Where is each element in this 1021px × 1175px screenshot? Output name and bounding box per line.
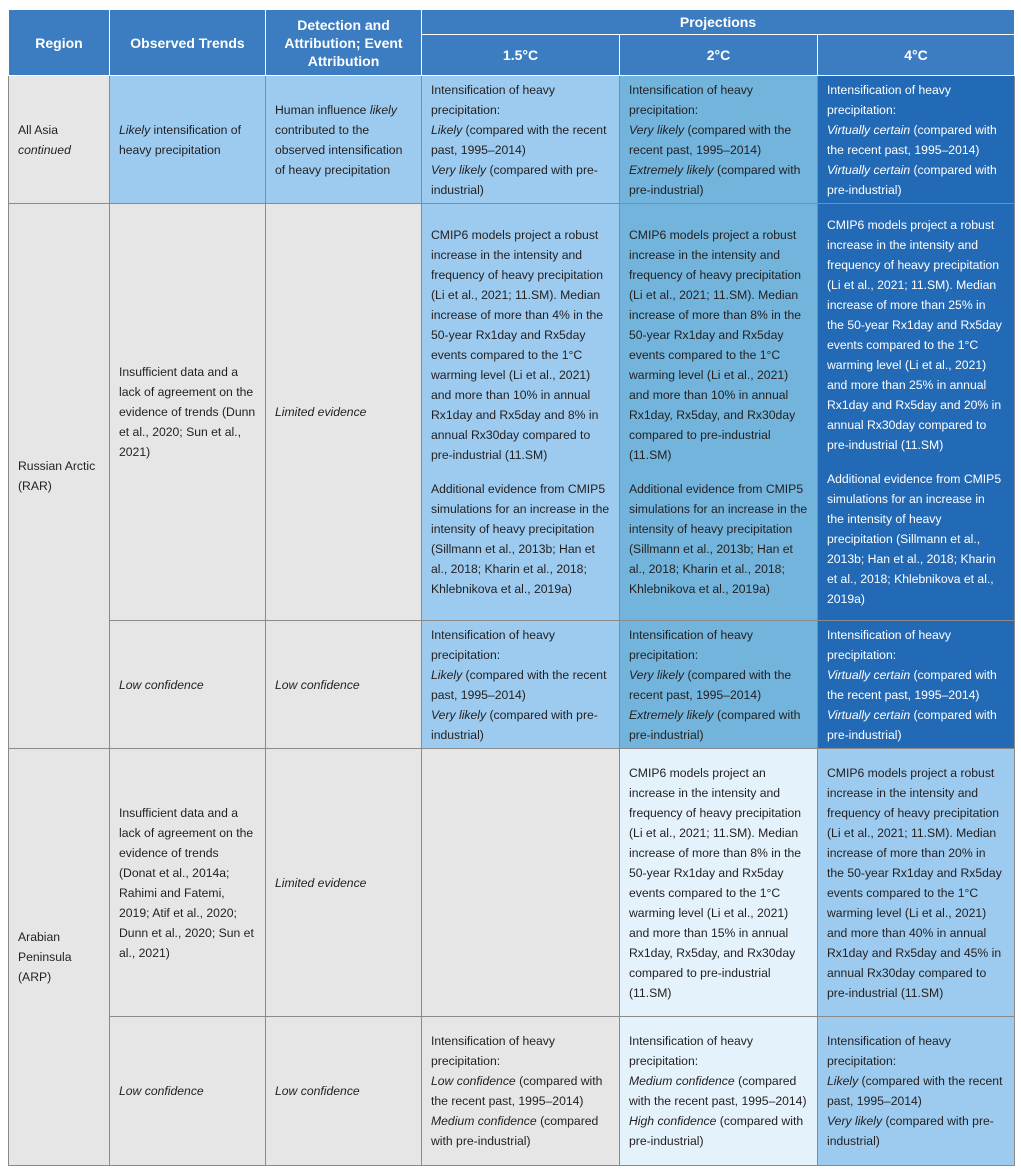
likelihood-qualifier: Extremely likely [629,707,714,722]
projections-table [8,9,1015,1166]
detection-text-a: Human influence [275,102,370,117]
table-row [9,204,1015,621]
likelihood-text: (compared with pre-industrial) [431,707,598,742]
likelihood-qualifier: Virtually certain [827,707,911,722]
projection-heading: Intensification of heavy precipitation: [827,1034,951,1068]
observed-qualifier: Likely [119,122,151,137]
header-region: Region [9,10,110,76]
likelihood-qualifier: Very likely [827,1114,883,1128]
likelihood-qualifier: Low confidence [431,1074,516,1088]
likelihood-qualifier: Virtually certain [827,667,911,682]
likelihood-text: (compared with pre-industrial) [431,162,598,197]
likelihood-text: (compared with the recent past, 1995–2014) [431,667,607,702]
projection-text: Additional evidence from CMIP5 simulations for an increase in the intensity of heavy precipitation (Sillmann et al., 2013b; Han et al., 2018; Kharin et al., 2018; Khlebnikova et al., 2019a) [629,482,808,596]
likelihood-qualifier: Extremely likely [629,162,714,177]
projection-text: Additional evidence from CMIP5 simulations for an increase in the intensity of heavy precipitation (Sillmann et al., 2013b; Han et al., 2018; Kharin et al., 2018; Khlebnikova et al., 2019a) [431,482,610,596]
detection-text-b: contributed to the observed intensification of heavy precipitation [275,122,403,177]
likelihood-qualifier: Very likely [431,162,487,177]
detection-cell: Limited evidence [266,204,422,621]
observed-trends-cell: Low confidence [110,1017,266,1166]
projection-heading: Intensification of heavy precipitation: [431,1034,555,1068]
detection-cell: Limited evidence [266,749,422,1017]
projection-1-5c-cell [422,76,620,204]
projection-4c-cell [818,1017,1015,1166]
observed-trends-cell: Insufficient data and a lack of agreement on the evidence of trends (Dunn et al., 2020; Sun et al., 2021) [110,204,266,621]
detection-qualifier: likely [369,102,397,117]
detection-cell [266,76,422,204]
observed-trends-cell: Insufficient data and a lack of agreement on the evidence of trends (Donat et al., 2014a; Rahimi and Fatemi, 2019; Atif et al., 2020; Dunn et al., 2020; Sun et al., 2021) [110,749,266,1017]
likelihood-text: (compared with the recent past, 1995–2014) [629,122,792,157]
projection-4c-cell [818,204,1015,621]
header-projection-2c: 2°C [620,35,818,76]
projection-heading: Intensification of heavy precipitation: [629,82,753,117]
projection-4c-cell [818,621,1015,749]
projection-heading: Intensification of heavy precipitation: [629,627,753,662]
table-row [9,76,1015,204]
likelihood-qualifier: Likely [431,122,463,137]
table-row [9,749,1015,1017]
likelihood-text: (compared with pre-industrial) [629,707,801,742]
header-observed-trends: Observed Trends [110,10,266,76]
likelihood-text: (compared with pre-industrial) [629,162,801,197]
projection-heading: Intensification of heavy precipitation: [431,627,555,662]
projection-2c-cell [620,1017,818,1166]
projection-heading: Intensification of heavy precipitation: [827,82,951,117]
likelihood-qualifier: Virtually certain [827,122,911,137]
likelihood-text: (compared with the recent past, 1995–2014) [629,667,792,702]
header-projections: Projections [422,10,1015,35]
header-projection-1-5c: 1.5°C [422,35,620,76]
likelihood-text: (compared with pre-industrial) [431,1114,599,1148]
region-cell [9,76,110,204]
table-row [9,621,1015,749]
likelihood-text: (compared with the recent past, 1995–2014) [431,122,607,157]
projection-text: CMIP6 models project a robust increase in the intensity and frequency of heavy precipitation (Li et al., 2021; 11.SM). Median increase of more than 25% in the 50-year Rx1day and Rx5day events compared to the 1°C warming level (Li et al., 2021) and more than 25% in annual Rx1day and Rx5day and 20% in annual Rx30day compared to pre-industrial (11.SM) [827,218,1002,452]
likelihood-text: (compared with the recent past, 1995–2014) [827,667,997,702]
projection-1-5c-cell [422,1017,620,1166]
header-projection-4c: 4°C [818,35,1015,76]
likelihood-text: (compared with the recent past, 1995–2014) [431,1074,603,1108]
projection-text: Additional evidence from CMIP5 simulations for an increase in the intensity of heavy precipitation (Sillmann et al., 2013b; Han et al., 2018; Kharin et al., 2018; Khlebnikova et al., 2019a) [827,472,1002,606]
region-note: continued [18,142,71,157]
projection-text: CMIP6 models project a robust increase in the intensity and frequency of heavy precipitation (Li et al., 2021; 11.SM). Median increase of more than 8% in the 50-year Rx1day and Rx5day events compared to the 1°C warming level (Li et al., 2021) and more than 10% in annual Rx1day, Rx5day, and Rx30day compared to pre-industrial (11.SM) [629,228,802,462]
likelihood-text: (compared with pre-industrial) [827,707,997,742]
projection-heading: Intensification of heavy precipitation: [629,1034,753,1068]
table-row [9,1017,1015,1166]
projection-text: CMIP6 models project a robust increase in the intensity and frequency of heavy precipitation (Li et al., 2021; 11.SM). Median increase of more than 4% in the 50-year Rx1day and Rx5day events compared to the 1°C warming level (Li et al., 2021) and more than 10% in annual Rx1day and Rx5day and 8% in annual Rx30day compared to pre-industrial (11.SM) [431,228,604,462]
observed-trends-cell: Low confidence [110,621,266,749]
observed-trends-cell [110,76,266,204]
projection-2c-cell [620,204,818,621]
region-cell: Arabian Peninsula (ARP) [9,749,110,1166]
projection-2c-cell: CMIP6 models project an increase in the intensity and frequency of heavy precipitation (Li et al., 2021; 11.SM). Median increase of more than 8% in the 50-year Rx1day and Rx5day events compared to the 1°C warming level (Li et al., 2021) and more than 15% in annual Rx1day, Rx5day, and Rx30day compared to pre-industrial (11.SM) [620,749,818,1017]
likelihood-qualifier: Medium confidence [431,1114,537,1128]
likelihood-text: (compared with the recent past, 1995–2014) [827,122,997,157]
detection-cell: Low confidence [266,621,422,749]
projection-4c-cell: CMIP6 models project a robust increase in the intensity and frequency of heavy precipitation (Li et al., 2021; 11.SM). Median increase of more than 20% in the 50-year Rx1day and Rx5day events compared to the 1°C warming level (Li et al., 2021) and more than 40% in annual Rx1day and Rx5day and 45% in annual Rx30day compared to pre-industrial (11.SM) [818,749,1015,1017]
likelihood-qualifier: High confidence [629,1114,717,1128]
header-detection-attribution: Detection and Attribution; Event Attribution [266,10,422,76]
projection-1-5c-cell [422,621,620,749]
projection-heading: Intensification of heavy precipitation: [827,627,951,662]
likelihood-qualifier: Likely [431,667,463,682]
detection-cell: Low confidence [266,1017,422,1166]
likelihood-qualifier: Very likely [431,707,487,722]
projection-2c-cell [620,621,818,749]
likelihood-qualifier: Virtually certain [827,162,911,177]
region-name: All Asia [18,122,58,137]
likelihood-qualifier: Very likely [629,122,685,137]
likelihood-text: (compared with pre-industrial) [827,162,997,197]
projection-1-5c-cell [422,749,620,1017]
likelihood-qualifier: Very likely [629,667,685,682]
likelihood-qualifier: Likely [827,1074,859,1088]
likelihood-qualifier: Medium confidence [629,1074,735,1088]
likelihood-text: (compared with the recent past, 1995–2014) [827,1074,1003,1108]
projection-4c-cell [818,76,1015,204]
likelihood-text: (compared with pre-industrial) [629,1114,804,1148]
likelihood-text: (compared with the recent past, 1995–2014) [629,1074,807,1108]
projection-2c-cell [620,76,818,204]
region-cell: Russian Arctic (RAR) [9,204,110,749]
projection-1-5c-cell [422,204,620,621]
projection-heading: Intensification of heavy precipitation: [431,82,555,117]
likelihood-text: (compared with pre-industrial) [827,1114,994,1148]
observed-text: intensification of heavy precipitation [119,122,241,157]
